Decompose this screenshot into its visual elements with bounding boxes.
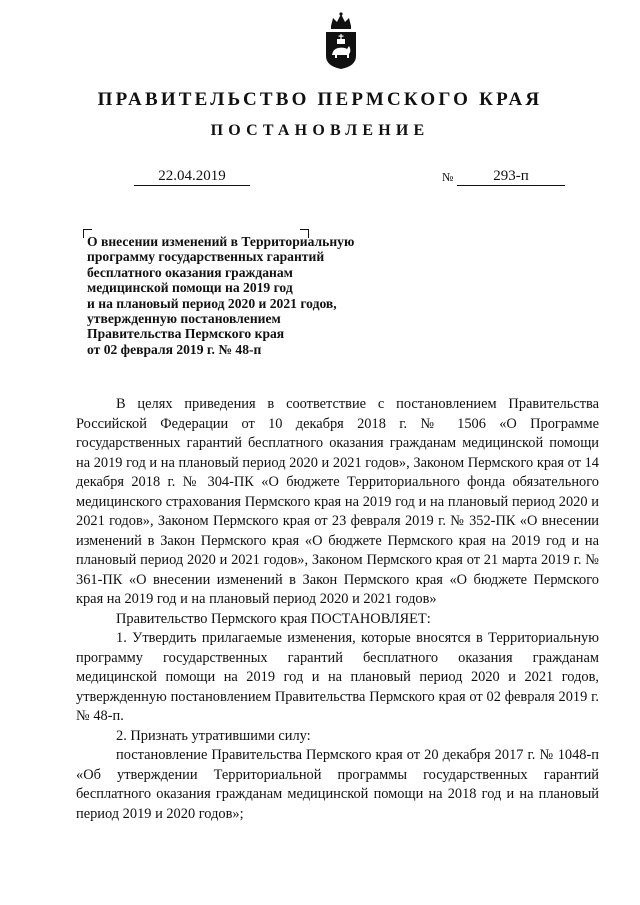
government-title: ПРАВИТЕЛЬСТВО ПЕРМСКОГО КРАЯ [97,89,543,110]
clause-1: 1. Утвердить прилагаемые изменения, которые вносятся в Территориальную программу государственных гарантий бесплатного оказания гражданам медицинской помощи на 2019 год и на плановый период 2020 и 2021 годов, утвержденную постановлением Правительства Пермского края от 02 февраля 2019 г. № 48-п. [76,630,599,724]
coat-of-arms-icon [323,12,359,70]
preamble-paragraph: В целях приведения в соответствие с постановлением Правительства Российской Федерации от 10 декабря 2018 г. № 1506 «О Программе государственных гарантий бесплатного оказания гражданам медицинской помощи на 2019 год и на плановый период 2020 и 2021 годов», Законом Пермского края от 14 декабря 2018 г. № 304-ПК «О бюджете Территориального фонда обязательного медицинского страхования Пермского края на 2019 год и на плановый период 2020 и 2021 годов», Законом Пермского края от 23 февраля 2019 г. № 352-ПК «О внесении изменений в Закон Пермского края «О бюджете Пермского края на 2019 год и на плановый период 2020 и 2021 годов», Законом Пермского края от 21 марта 2019 г. № 361-ПК «О внесении изменений в Закон Пермского края «О бюджете Пермского края на 2019 год и на плановый период 2020 и 2021 годов» [76,396,599,607]
document-date: 22.04.2019 [134,167,250,186]
number-sign: № [442,170,454,184]
subject-line: от 02 февраля 2019 г. № 48-п [87,341,262,357]
document-subject [87,234,407,357]
subject-line: бесплатного оказания гражданам [87,264,293,280]
clause-2: 2. Признать утратившими силу: [116,727,311,744]
subject-line: программу государственных гарантий [87,249,325,265]
repealed-act-item: постановление Правительства Пермского края от 20 декабря 2017 г. № 1048-п «Об утверждении Территориальной программы государственных гарантий бесплатного оказания гражданам медицинской помощи на 2018 год и на плановый период 2019 и 2020 годов»; [76,747,599,822]
subject-line: О внесении изменений в Территориальную [87,234,355,249]
subject-line: медицинской помощи на 2019 год [87,280,293,296]
subject-line: Правительства Пермского края [87,326,285,342]
subject-line: и на плановый период 2020 и 2021 годов, [87,295,337,311]
resolution-statement: Правительство Пермского края ПОСТАНОВЛЯЕТ: [116,610,431,627]
document-type-title: ПОСТАНОВЛЕНИЕ [210,122,430,139]
document-body [76,395,599,824]
subject-line: утвержденную постановлением [87,311,281,327]
document-number: 293-п [457,167,565,186]
